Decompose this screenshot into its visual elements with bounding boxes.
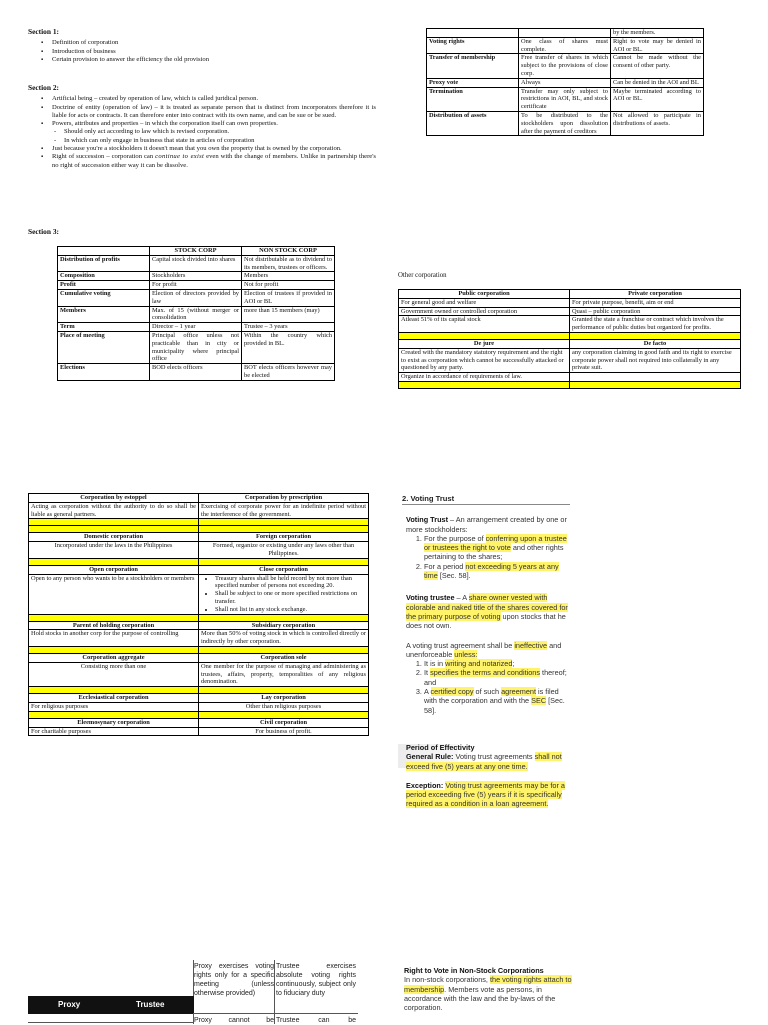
table-cell: Maybe terminated according to AOI or BL. [611, 87, 704, 111]
highlight-row [29, 711, 369, 718]
section2-item: ▪ Doctrine of entity (operation of law) – it is treated as separate person that is distinct from incorporators therefore it is liable for acts or contracts. It can therefore enter into contract with its own name, and can be sue or be sued. [52, 104, 376, 121]
table-header-row [29, 565, 369, 574]
section1-item: ▪ Certain provision to answer the efficiency the old provision [52, 56, 376, 64]
column-header: De jure [399, 339, 570, 348]
table-cell [519, 29, 611, 38]
row-label: Cumulative voting [58, 289, 150, 306]
column-header: Eleemosynary corporation [29, 718, 199, 727]
table-row [427, 111, 704, 135]
proxy-header: Proxy [58, 1000, 81, 1009]
table-header-row [29, 533, 369, 542]
highlight-row [399, 332, 741, 339]
table-cell: Members [242, 272, 335, 281]
table-cell: Right to vote may be denied in AOI or BL. [611, 37, 704, 54]
highlight-row [29, 558, 369, 565]
table-cell: For religious purposes [29, 702, 199, 711]
table-cell: Election of trustees if provided in AOI or BL [242, 289, 335, 306]
highlight-cell [29, 558, 199, 565]
table-row [399, 373, 741, 382]
highlight-row [29, 646, 369, 653]
table-header-row [399, 290, 741, 299]
table-cell: BOD elects officers [150, 364, 242, 381]
section1-list [28, 39, 376, 64]
table-cell: More than 50% of voting stock in which is controlled directly or indirectly by other corporation. [199, 630, 369, 647]
proxy-row2-right: Trustee can be [276, 1017, 356, 1024]
highlight-cell [570, 381, 741, 388]
column-header: De facto [570, 339, 741, 348]
column-header: Corporation by prescription [199, 494, 369, 503]
table-cell: by the members. [611, 29, 704, 38]
highlight-cell [199, 519, 369, 526]
proxy-row2-left: Proxy cannot be [194, 1017, 274, 1024]
section2-title: Section 2: [28, 83, 59, 92]
section2-block [28, 84, 376, 170]
highlight-cell [199, 614, 369, 621]
table-row [58, 255, 335, 272]
table-cell: any corporation claiming in good faith and its right to exercise corporate power shall not required into collaterally in any private suit. [570, 348, 741, 372]
highlight-row [29, 687, 369, 694]
nonstock-vote-text: In non-stock corporations, the voting rights attach to membership. Members vote as persons, in accordance with the law and the by-laws of the corporation. [404, 975, 572, 1013]
highlight: not exceeding 5 years at any time [424, 561, 559, 581]
section3-title: Section 3: [28, 227, 59, 236]
period-of-effectivity-title: Period of Effectivity [406, 742, 475, 752]
table-cell: Granted the state a franchise or contract which involves the performance of public duties but organized for profits. [570, 316, 741, 333]
proxy-header-row [28, 996, 194, 1014]
table-row [427, 37, 704, 54]
table-header-row [399, 339, 741, 348]
row-label: Distribution of profits [58, 255, 150, 272]
column-header: Corporation sole [199, 653, 369, 662]
voting-trust-excerpt [402, 494, 570, 809]
table-row [29, 702, 369, 711]
row-label: Profit [58, 281, 150, 290]
table-cell: Not distributable as to dividend to its members, trustees or officers. [242, 255, 335, 272]
table-row [29, 542, 369, 559]
table-cell: Max. of 15 (without merger or consolidation [150, 306, 242, 323]
column-header: Civil corporation [199, 718, 369, 727]
table-cell: For charitable purposes [29, 727, 199, 736]
highlight-cell [29, 526, 199, 533]
table-row [29, 502, 369, 519]
table-cell: To be distributed to the stockholders upon dissolution after the payment of creditors [519, 111, 611, 135]
highlight-row [29, 526, 369, 533]
table-cell: Can be denied in the AOI and BL [611, 78, 704, 87]
table-cell: Quasi – public corporation [570, 307, 741, 316]
column-header: Subsidiary corporation [199, 621, 369, 630]
voting-trust-requirements-list [402, 659, 570, 715]
table-row [58, 364, 335, 381]
highlight: certified copy [430, 687, 474, 697]
highlight-row [399, 381, 741, 388]
row-label: Term [58, 323, 150, 332]
highlight: agreement [501, 687, 536, 697]
voting-trust-definition: Voting Trust – An arrangement created by one or more stockholders: [406, 515, 567, 534]
highlight: SEC [531, 696, 547, 706]
table-header-row [58, 247, 335, 256]
table-header-row [29, 718, 369, 727]
table-cell: Not for profit [242, 281, 335, 290]
other-corporation-title: Other corporation [398, 272, 447, 279]
table-header-row [29, 653, 369, 662]
table-cell: For profit [150, 281, 242, 290]
trustee-header: Trustee [136, 1000, 165, 1009]
general-rule: General Rule: Voting trust agreements shall not exceed five (5) years at any one time. [406, 752, 562, 771]
table-cell: BOT elects officers however may be elected [242, 364, 335, 381]
table-row [29, 727, 369, 736]
table-row [29, 630, 369, 647]
table-cell: Principal office unless not practicable than in city or municipality where principal office [150, 331, 242, 363]
table-row [58, 306, 335, 323]
column-header: NON STOCK CORP [242, 247, 335, 256]
table-cell: Stockholders [150, 272, 242, 281]
table-cell: Transfer may only subject to restrictions in AOI, BL, and stock certificate [519, 87, 611, 111]
table-cell: For private purpose, benefit, aim or end [570, 298, 741, 307]
table-cell: Created with the mandatory statutory requirement and the right to exist as corporation which cannot be successfully attacked or questioned by any party. [399, 348, 570, 372]
row-label: Voting rights [427, 37, 519, 54]
column-header: Open corporation [29, 565, 199, 574]
table-cell [570, 373, 741, 382]
table-cell: Open to any person who wants to be a stockholders or members [29, 574, 199, 614]
table-header-row [29, 694, 369, 703]
other-corporation-table [398, 289, 741, 389]
highlight-cell [199, 711, 369, 718]
highlight-cell [399, 332, 570, 339]
table-row [399, 316, 741, 333]
voting-trust-requirement-item: 1. It is in writing and notarized; [424, 659, 570, 668]
column-header [58, 247, 150, 256]
proxy-row1-left: Proxy exercises voting rights only for a specific meeting (unless otherwise provided) [194, 963, 274, 997]
table-cell: more than 15 members (may) [242, 306, 335, 323]
proxy-row1-right: Trustee exercises absolute voting rights continuously, subject only to fiduciary duty [276, 963, 356, 997]
table-cell: Formed, organize or existing under any laws other than Philippines. [199, 542, 369, 559]
table-cell: Capital stock divided into shares [150, 255, 242, 272]
table-row [58, 289, 335, 306]
table-cell: One member for the purpose of managing and administering as trustees, affairs, property, temporalities of any religious denomination. [199, 662, 369, 686]
table-cell: Within the country which provided in BL. [242, 331, 335, 363]
table-cell: Acting as corporation without the authority to do so shall be liable as general partners. [29, 502, 199, 519]
table-cell: One class of shares must complete. [519, 37, 611, 54]
highlight-cell [570, 332, 741, 339]
table-cell: Atleast 51% of its capital stock [399, 316, 570, 333]
highlight-cell [29, 646, 199, 653]
voting-trust-validity: A voting trust agreement shall be ineffective and unenforceable unless: [406, 640, 562, 659]
table-row [427, 78, 704, 87]
table-row [399, 298, 741, 307]
highlight: specifies the terms and conditions [430, 668, 541, 678]
highlight: conferring upon a trustee or trustees the right to vote [424, 533, 567, 553]
comparison-continuation-table [426, 28, 704, 136]
column-header: STOCK CORP [150, 247, 242, 256]
voting-trustee-definition: Voting trustee – A share owner vested with colorable and naked title of the shares covered for the primary purpose of voting upon stocks that he does not own. [406, 593, 568, 631]
row-label: Composition [58, 272, 150, 281]
table-cell: Consisting more than one [29, 662, 199, 686]
row-label [427, 29, 519, 38]
row-label: Members [58, 306, 150, 323]
kinds-of-corporation-table [28, 493, 369, 736]
row-label: Elections [58, 364, 150, 381]
column-header: Ecclesiastical corporation [29, 694, 199, 703]
table-row [427, 54, 704, 78]
section1-block [28, 28, 376, 64]
row-label: Place of meeting [58, 331, 150, 363]
section1-item: ▪ Introduction of business [52, 48, 376, 56]
section2-item: ▪ Powers, attributes and properties – in which the corporation itself can own properties. [52, 120, 376, 128]
voting-trust-heading: 2. Voting Trust [402, 494, 570, 505]
column-header: Domestic corporation [29, 533, 199, 542]
table-cell: Election of directors provided by law [150, 289, 242, 306]
section1-title: Section 1: [28, 27, 59, 36]
proxy-vs-trustee-table [28, 960, 358, 1024]
highlight-cell [199, 558, 369, 565]
voting-trust-purpose-list [402, 534, 570, 580]
highlight-row [29, 614, 369, 621]
stock-vs-nonstock-table [57, 246, 335, 381]
column-header: Corporation by estoppel [29, 494, 199, 503]
column-header: Parent of holding corporation [29, 621, 199, 630]
table-cell: For general good and welfare [399, 298, 570, 307]
table-row [58, 331, 335, 363]
table-header-row [29, 494, 369, 503]
row-label: Distribution of assets [427, 111, 519, 135]
table-cell [199, 574, 369, 614]
table-cell: Trustee – 3 years [242, 323, 335, 332]
column-header: Close corporation [199, 565, 369, 574]
column-header: Public corporation [399, 290, 570, 299]
close-corp-list [201, 575, 366, 614]
table-row [58, 281, 335, 290]
section2-item: ▪ Artificial being – created by operation of law, which is called juridical person. [52, 95, 376, 103]
highlight-cell [29, 711, 199, 718]
section3-block [28, 228, 348, 239]
table-row [29, 574, 369, 614]
table-row [29, 662, 369, 686]
table-cell: Free transfer of shares in which subject to the provisions of close corp. [519, 54, 611, 78]
table-cell: Cannot be made without the consent of other party. [611, 54, 704, 78]
row-label: Termination [427, 87, 519, 111]
highlight-cell [29, 687, 199, 694]
table-cell: Organize in accordance of requirements of law. [399, 373, 570, 382]
section2-item: - Should only act according to law which is revised corporation. [52, 128, 376, 136]
exception: Exception: Voting trust agreements may be for a period exceeding five (5) years if it is specifically required as a condition in a loan agreement. [406, 780, 565, 809]
highlight: writing and notarized [445, 659, 513, 669]
highlight-cell [29, 519, 199, 526]
highlight-cell [199, 526, 369, 533]
highlight-cell [399, 381, 570, 388]
column-header: Lay corporation [199, 694, 369, 703]
section2-item: - In which can only engage in business that state in articles of corporation [52, 137, 376, 145]
highlight-cell [29, 614, 199, 621]
table-row [399, 348, 741, 372]
table-row [58, 272, 335, 281]
row-label: Proxy vote [427, 78, 519, 87]
column-header: Private corporation [570, 290, 741, 299]
section2-item: ▪ Right of succession – corporation can continue to exist even with the change of members. Unlike in partnership there's no right of succession either way it can be dissolve. [52, 153, 376, 170]
close-corp-item: • Shall be subject to one or more specified restrictions on transfer. [215, 590, 366, 606]
section1-item: ▪ Definition of corporation [52, 39, 376, 47]
table-row [427, 29, 704, 38]
table-cell: Exercising of corporate power for an indefinite period without the interference of the government. [199, 502, 369, 519]
nonstock-vote-title: Right to Vote in Non-Stock Corporations [404, 966, 544, 975]
voting-trust-requirement-item: 2. It specifies the terms and conditions thereof; and [424, 668, 570, 687]
table-cell: Not allowed to participate in distributions of assets. [611, 111, 704, 135]
section2-item: ▪ Just because you're a stockholders it doesn't mean that you own the property that is owned by the corporation. [52, 145, 376, 153]
highlight-cell [199, 646, 369, 653]
column-header: Foreign corporation [199, 533, 369, 542]
table-cell: Incorporated under the laws in the Philippines [29, 542, 199, 559]
emphasis: continue to exist [155, 153, 205, 161]
close-corp-item: • Treasury shares shall be held record by not more than specified number of persons not exceeding 20. [215, 575, 366, 591]
table-row [427, 87, 704, 111]
section2-list [28, 95, 376, 170]
table-cell: Hold stocks in another corp for the purpose of controlling [29, 630, 199, 647]
table-cell: For business of profit. [199, 727, 369, 736]
table-cell: Other than religious purposes [199, 702, 369, 711]
highlight-cell [199, 687, 369, 694]
table-row [58, 323, 335, 332]
column-header: Corporation aggregate [29, 653, 199, 662]
table-cell: Government owned or controlled corporation [399, 307, 570, 316]
nonstock-vote-excerpt [404, 966, 572, 1012]
highlight-row [29, 519, 369, 526]
voting-trust-purpose-item: 2. For a period not exceeding 5 years at any time [Sec. 58]. [424, 562, 570, 581]
row-label: Transfer of membership [427, 54, 519, 78]
table-row [399, 307, 741, 316]
table-cell: Director – 1 year [150, 323, 242, 332]
close-corp-item: • Shall not list in any stock exchange. [215, 606, 366, 614]
table-header-row [29, 621, 369, 630]
voting-trust-purpose-item: 1. For the purpose of conferring upon a trustee or trustees the right to vote and other rights pertaining to the shares; [424, 534, 570, 562]
voting-trust-requirement-item: 3. A certified copy of such agreement is filed with the corporation and with the SEC [Sec. 58]. [424, 687, 570, 715]
table-cell: Always [519, 78, 611, 87]
